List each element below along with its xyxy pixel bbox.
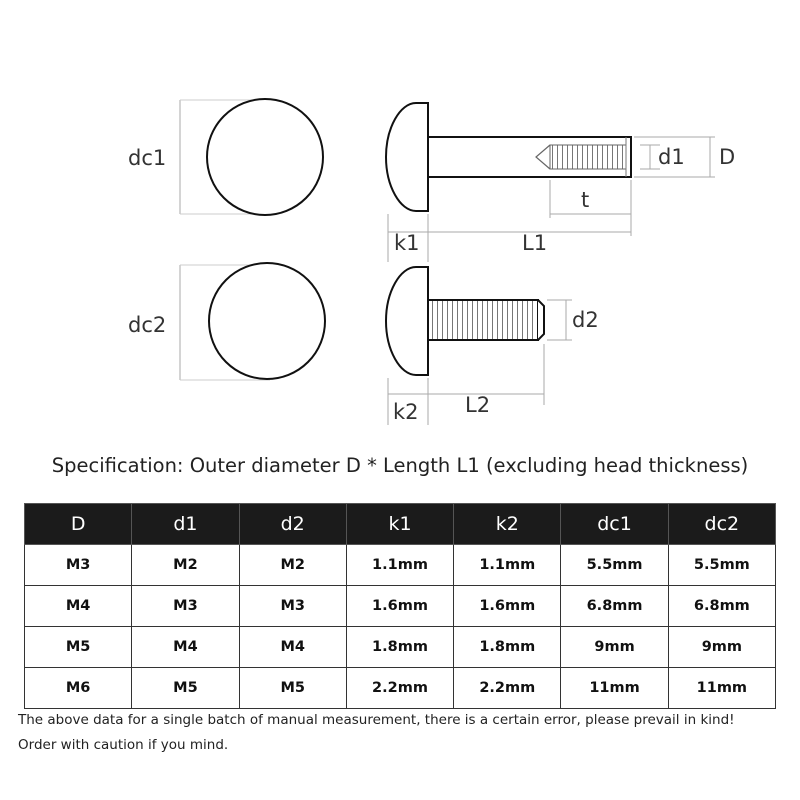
label-d2: d2 <box>572 308 599 332</box>
table-cell: 1.1mm <box>454 545 561 586</box>
table-cell: 11mm <box>561 668 668 709</box>
table-cell: M6 <box>25 668 132 709</box>
table-cell: M4 <box>25 586 132 627</box>
header-k1: k1 <box>346 504 453 545</box>
table-cell: M4 <box>239 627 346 668</box>
measurement-note: The above data for a single batch of manual measurement, there is a certain error, please prevail in kind! <box>18 712 735 728</box>
label-dc2: dc2 <box>128 313 167 337</box>
label-D: D <box>719 145 736 169</box>
table-cell: M3 <box>132 586 239 627</box>
table-cell: 9mm <box>561 627 668 668</box>
table-cell: 1.1mm <box>346 545 453 586</box>
table-cell: M3 <box>239 586 346 627</box>
specification-caption: Specification: Outer diameter D * Length L1 (excluding head thickness) <box>51 454 749 477</box>
table-cell: 1.6mm <box>454 586 561 627</box>
header-dc2: dc2 <box>668 504 775 545</box>
table-cell: 9mm <box>668 627 775 668</box>
table-row <box>25 627 776 668</box>
table-row <box>25 545 776 586</box>
label-d1: d1 <box>658 145 685 169</box>
table-cell: M5 <box>25 627 132 668</box>
table-cell: M2 <box>239 545 346 586</box>
label-L1: L1 <box>522 231 548 255</box>
header-dc1: dc1 <box>561 504 668 545</box>
caution-note: Order with caution if you mind. <box>18 737 229 753</box>
table-row <box>25 668 776 709</box>
header-d2: d2 <box>239 504 346 545</box>
label-L2: L2 <box>465 393 491 417</box>
table-cell: 2.2mm <box>346 668 453 709</box>
table-cell: 1.8mm <box>454 627 561 668</box>
table-cell: 2.2mm <box>454 668 561 709</box>
label-dc1: dc1 <box>128 146 167 170</box>
table-cell: 11mm <box>668 668 775 709</box>
table-cell: 1.8mm <box>346 627 453 668</box>
head-top-view-1 <box>180 99 323 215</box>
spec-table <box>24 503 776 709</box>
head-top-view-2 <box>180 263 325 380</box>
header-k2: k2 <box>454 504 561 545</box>
table-cell: M5 <box>132 668 239 709</box>
table-cell: M2 <box>132 545 239 586</box>
label-k2: k2 <box>393 400 419 424</box>
table-cell: 1.6mm <box>346 586 453 627</box>
header-D: D <box>25 504 132 545</box>
female-screw-side-view <box>386 103 715 262</box>
table-cell: 6.8mm <box>561 586 668 627</box>
table-row <box>25 586 776 627</box>
table-cell: 5.5mm <box>668 545 775 586</box>
label-t: t <box>581 188 590 212</box>
label-k1: k1 <box>394 231 420 255</box>
table-cell: M3 <box>25 545 132 586</box>
table-cell: 6.8mm <box>668 586 775 627</box>
table-header-row <box>25 504 776 545</box>
header-d1: d1 <box>132 504 239 545</box>
table-cell: 5.5mm <box>561 545 668 586</box>
table-cell: M4 <box>132 627 239 668</box>
table-cell: M5 <box>239 668 346 709</box>
